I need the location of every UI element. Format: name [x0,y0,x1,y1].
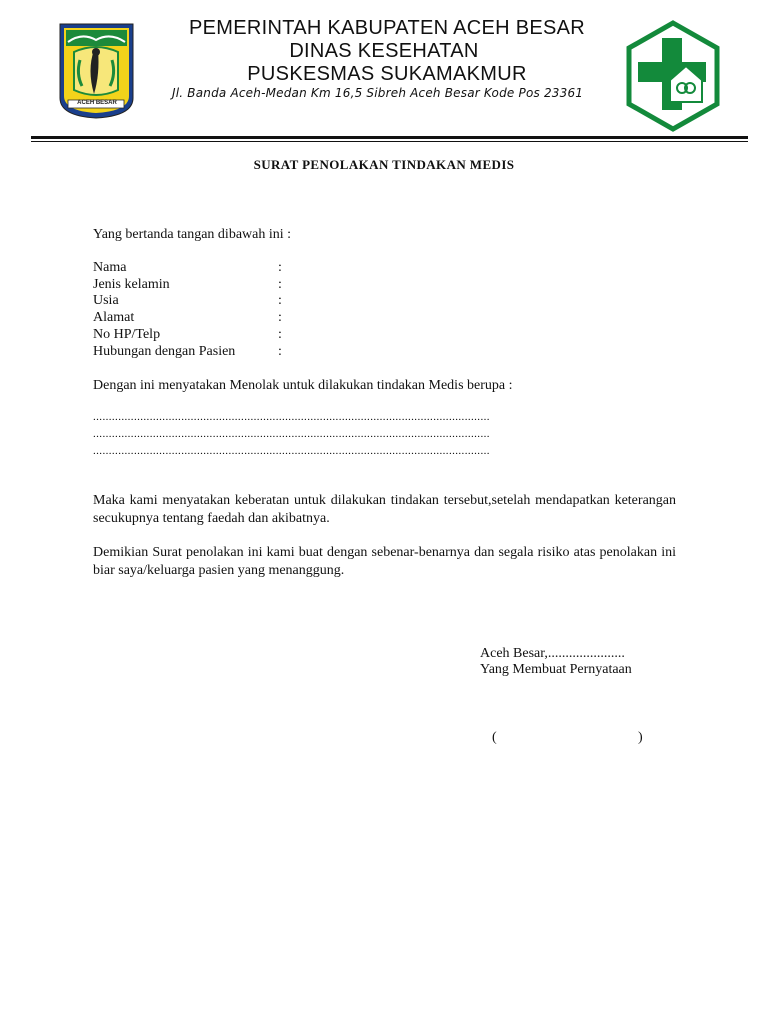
blank-line: .............................................................................................................................. [93,411,490,423]
blank-line: .............................................................................................................................. [93,445,490,457]
field-colon: : [278,327,282,342]
field-label-jenis-kelamin: Jenis kelamin [93,277,170,292]
field-colon: : [278,310,282,325]
signer-role: Yang Membuat Pernyataan [480,662,632,677]
signature-open-paren: ( [492,730,497,745]
field-label-alamat: Alamat [93,310,135,325]
emblem-text: ACEH BESAR [77,100,117,106]
header-divider-thin [31,141,748,142]
header-address: Jl. Banda Aceh-Medan Km 16,5 Sibreh Aceh Besar Kode Pos 23361 [172,86,584,100]
field-label-no-hp: No HP/Telp [93,327,161,342]
place-date: Aceh Besar,...................... [480,646,625,661]
document-title: SURAT PENOLAKAN TINDAKAN MEDIS [253,157,515,172]
field-label-nama: Nama [93,260,127,275]
objection-paragraph: Maka kami menyatakan keberatan untuk dilakukan tindakan tersebut,setelah mendapatkan keterangan secukupnya tentang faedah dan akibatnya. [93,493,676,526]
blank-line: .............................................................................................................................. [93,428,490,440]
header-government: PEMERINTAH KABUPATEN ACEH BESAR [188,17,586,39]
header-department: DINAS KESEHATAN [289,40,479,62]
puskesmas-logo-icon [624,20,722,132]
field-colon: : [278,260,282,275]
refusal-statement: Dengan ini menyatakan Menolak untuk dilakukan tindakan Medis berupa : [93,378,513,393]
header-divider-thick [31,136,748,139]
field-colon: : [278,344,282,359]
header-puskesmas: PUSKESMAS SUKAMAKMUR [247,63,527,85]
field-label-hubungan: Hubungan dengan Pasien [93,344,236,359]
field-colon: : [278,277,282,292]
intro-text: Yang bertanda tangan dibawah ini : [93,227,292,242]
field-colon: : [278,293,282,308]
closing-paragraph: Demikian Surat penolakan ini kami buat dengan sebenar-benarnya dan segala risiko atas penolakan ini biar saya/keluarga pasien yang menanggung. [93,545,676,578]
field-label-usia: Usia [93,293,119,308]
signature-close-paren: ) [638,730,643,745]
